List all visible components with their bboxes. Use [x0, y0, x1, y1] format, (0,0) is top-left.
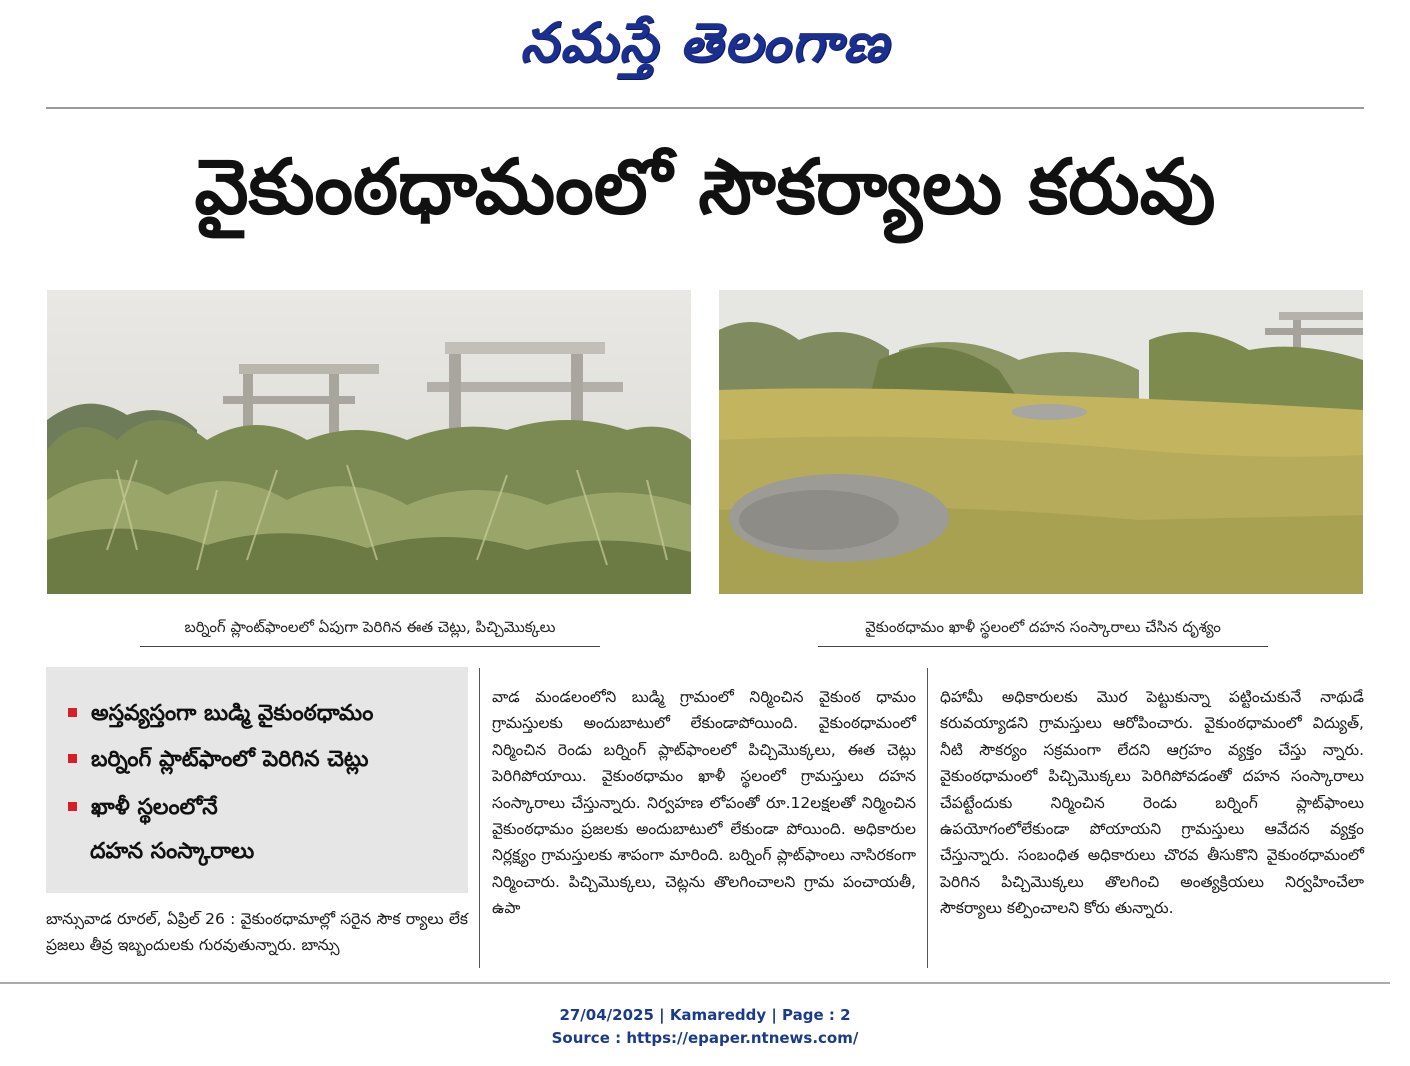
article-paragraph: ధిహామీ అధికారులకు మొర పెట్టుకున్నా పట్టించుకునే నాథుడే కరువయ్యాడని గ్రామస్తులు ఆరోపించారు. వైకుంఠధామంలో విద్యుత్, నీటి సౌకర్యం సక్రమంగా లేదని ఆగ్రహం వ్యక్తం చేస్తు న్నారు. వైకుంఠధామంలో పిచ్చిమొక్కలు పెరిగిపోవడంతో దహన సంస్కారాలు చేపట్టేందుకు నిర్మించిన రెండు బర్నింగ్ ప్లాట్‌ఫాంలు ఉపయోగంలోలేకుండా పోయాయని గ్రామస్తులు ఆవేదన వ్యక్తం చేస్తున్నారు. సంబంధిత అధికారులు చొరవ తీసుకొని వైకుంఠధామంలో పెరిగిన పిచ్చిమొక్కలు తొలగించి అంత్యక్రియలు నిర్వహించేలా సౌకర్యాలు కల్పించాలని కోరు తున్నారు. [940, 688, 1364, 918]
page-headline: వైకుంఠధామంలో సౌకర్యాలు కరువు [194, 142, 1216, 231]
highlight-continuation: దహన సంస్కారాలు [90, 839, 255, 864]
photo-caption-right: వైకుంఠధామం ఖాళీ స్థలంలో దహన సంస్కారాలు చేసిన దృశ్యం [818, 618, 1268, 647]
photo-open-ground [719, 290, 1363, 594]
highlight-item [68, 745, 369, 775]
article-paragraph: బాన్సువాడ రూరల్, ఏప్రిల్ 26 : వైకుంఠధామాల్లో సరైన సౌక ర్యాలు లేక ప్రజలు తీవ్ర ఇబ్బందులకు గురవుతున్నారు. బాన్సు [46, 910, 468, 955]
highlight-item [68, 793, 218, 823]
highlight-text: ఖాళీ స్థలంలోనే [91, 795, 218, 820]
highlights-box [46, 667, 468, 893]
column-divider [927, 668, 928, 968]
top-rule [46, 107, 1364, 109]
footer-date-edition: 27/04/2025 | Kamareddy | Page : 2 [559, 1006, 851, 1024]
highlight-text: అస్తవ్యస్తంగా బుడ్మి వైకుంఠధామం [91, 701, 374, 726]
footer-source-link[interactable]: Source : https://epaper.ntnews.com/ [551, 1029, 859, 1047]
article-column-1 [46, 906, 468, 959]
photo-caption-left: బర్నింగ్ ప్లాంట్‌ఫాంలలో ఏపుగా పెరిగిన ఈత చెట్లు, పిచ్చిమొక్కలు [140, 618, 600, 647]
bullet-icon [68, 708, 77, 717]
column-divider [479, 668, 480, 968]
article-paragraph: వాడ మండలంలోని బుడ్మి గ్రామంలో నిర్మించిన వైకుంఠ ధామం గ్రామస్తులకు అందుబాటులో లేకుండాపోయింది. వైకుంఠధామంలో నిర్మించిన రెండు బర్నింగ్ ప్లాట్‌ఫాంలలో పిచ్చిమొక్కలు, ఈత చెట్లు పెరిగిపోయాయి. వైకుంఠధామం ఖాళీ స్థలంలో గ్రామస్తులు దహన సంస్కారాలు చేస్తున్నారు. నిర్వహణ లోపంతో రూ.12లక్షలతో నిర్మించిన వైకుంఠధామం ప్రజలకు అందుబాటులో లేకుండా పోయింది. అధికారుల నిర్లక్ష్యం గ్రామస్తులకు శాపంగా మారింది. బర్నింగ్ ప్లాట్‌ఫాంలు నాసిరకంగా నిర్మించారు. పిచ్చిమొక్కలు, చెట్లను తొలగించాలని గ్రామ పంచాయతీ, ఉపా [492, 688, 916, 918]
highlight-item [68, 699, 373, 729]
photo-burning-platforms [47, 290, 691, 594]
article-column-2 [492, 684, 916, 922]
bottom-rule [0, 982, 1390, 984]
bullet-icon [68, 802, 77, 811]
article-column-3 [940, 684, 1364, 922]
masthead-logo: నమస్తే తెలంగాణ [520, 11, 890, 74]
bullet-icon [68, 754, 77, 763]
highlight-text: బర్నింగ్ ప్లాట్‌ఫాంలో పెరిగిన చెట్లు [91, 747, 369, 772]
